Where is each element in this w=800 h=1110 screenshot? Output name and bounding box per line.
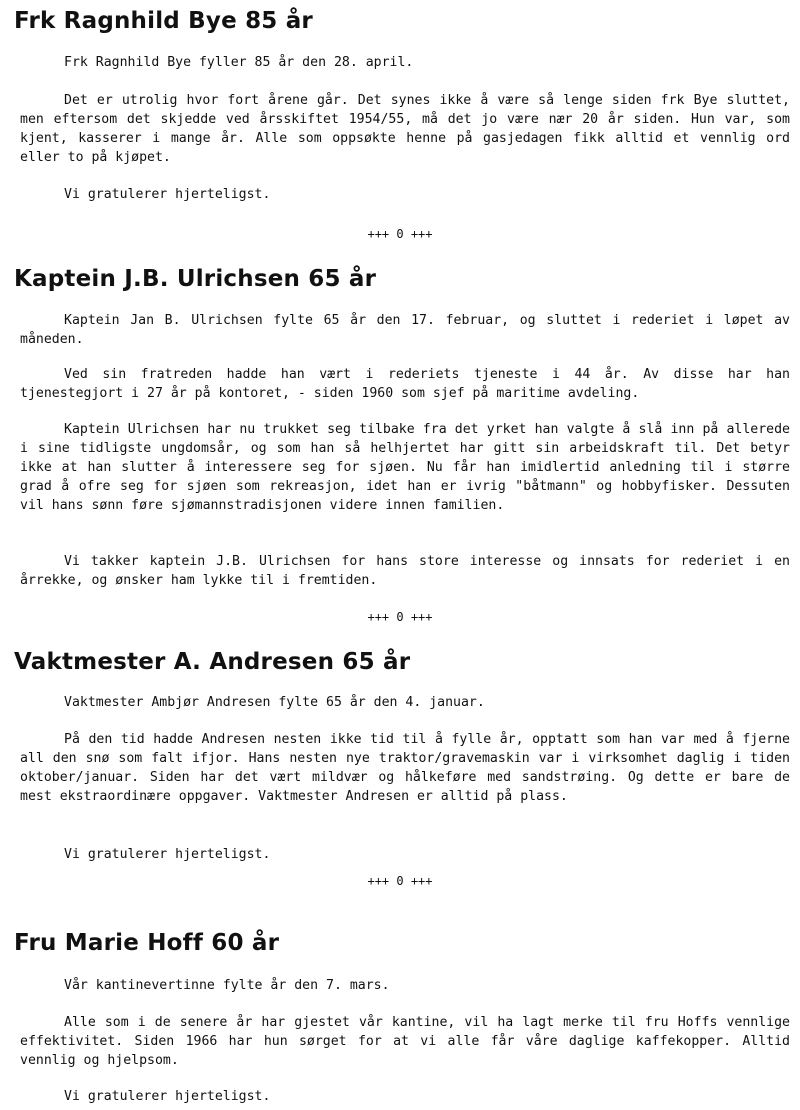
article-paragraph: [20, 552, 790, 590]
paragraph-text: Kaptein Jan B. Ulrichsen fylte 65 år den 17. februar, og sluttet i rederiet i løpet av måneden.: [20, 313, 790, 347]
article-title: Frk Ragnhild Bye 85 år: [14, 8, 313, 34]
paragraph-text: Vår kantinevertinne fylte år den 7. mars.: [64, 978, 390, 993]
paragraph-text: Vi gratulerer hjerteligst.: [64, 187, 271, 202]
paragraph-text: Frk Ragnhild Bye fyller 85 år den 28. april.: [64, 55, 414, 70]
paragraph-text: Vi gratulerer hjerteligst.: [64, 847, 271, 862]
section-separator: +++ 0 +++: [367, 227, 433, 241]
article-paragraph: [20, 1013, 790, 1070]
section-separator: +++ 0 +++: [367, 610, 433, 624]
paragraph-text: Det er utrolig hvor fort årene går. Det synes ikke å være så lenge siden frk Bye sluttet, men eftersom det skjedde ved årsskiftet 1954/55, må det jo være nær 20 år siden. Hun var, som kjent, kasserer i mange år. Alle som oppsøkte henne på gasjedagen fikk alltid et vennlig ord eller to på kjøpet.: [20, 93, 790, 165]
paragraph-text: På den tid hadde Andresen nesten ikke tid til å fylle år, opptatt som han var med å fjerne all den snø som falt ifjor. Hans nesten nye traktor/gravemaskin var i virksomhet daglig i tiden oktober/januar. Siden har det vært mildvær og hålkeføre med sandstrøing. Og dette er bare de mest ekstraordinære oppgaver. Vaktmester Andresen er alltid på plass.: [20, 732, 790, 804]
article-paragraph: [20, 845, 790, 864]
article-paragraph: [20, 311, 790, 349]
article-paragraph: [20, 976, 790, 995]
article-title: Vaktmester A. Andresen 65 år: [14, 649, 411, 675]
article-title: Fru Marie Hoff 60 år: [14, 930, 280, 956]
article-paragraph: [20, 730, 790, 806]
paragraph-text: Vaktmester Ambjør Andresen fylte 65 år den 4. januar.: [64, 695, 485, 710]
paragraph-text: Kaptein Ulrichsen har nu trukket seg tilbake fra det yrket han valgte å slå inn på allerede i sine tidligste ungdomsår, og som han så helhjertet har gitt sin arbeidskraft til. Det betyr ikke at han slutter å interessere seg for sjøen. Nu får han imidlertid anledning til i større grad å ofre seg for sjøen som rekreasjon, idet han er ivrig "båtmann" og hobbyfisker. Dessuten vil hans sønn føre sjømannstradisjonen videre innen familien.: [20, 422, 790, 513]
article-paragraph: [20, 365, 790, 403]
paragraph-text: Vi gratulerer hjerteligst.: [64, 1089, 271, 1104]
article-paragraph: [20, 420, 790, 515]
article-paragraph: [20, 53, 790, 72]
article-paragraph: [20, 693, 790, 712]
article-title: Kaptein J.B. Ulrichsen 65 år: [14, 266, 377, 292]
article-paragraph: [20, 1087, 790, 1106]
article-paragraph: [20, 91, 790, 167]
paragraph-text: Ved sin fratreden hadde han vært i rederiets tjeneste i 44 år. Av disse har han tjenestegjort i 27 år på kontoret, - siden 1960 som sjef på maritime avdeling.: [20, 367, 790, 401]
article-paragraph: [20, 185, 790, 204]
section-separator: +++ 0 +++: [367, 874, 433, 888]
paragraph-text: Alle som i de senere år har gjestet vår kantine, vil ha lagt merke til fru Hoffs vennlige effektivitet. Siden 1966 har hun sørget for at vi alle får våre daglige kaffekopper. Alltid vennlig og hjelpsom.: [20, 1015, 790, 1068]
paragraph-text: Vi takker kaptein J.B. Ulrichsen for hans store interesse og innsats for rederiet i en årrekke, og ønsker ham lykke til i fremtiden.: [20, 554, 790, 588]
